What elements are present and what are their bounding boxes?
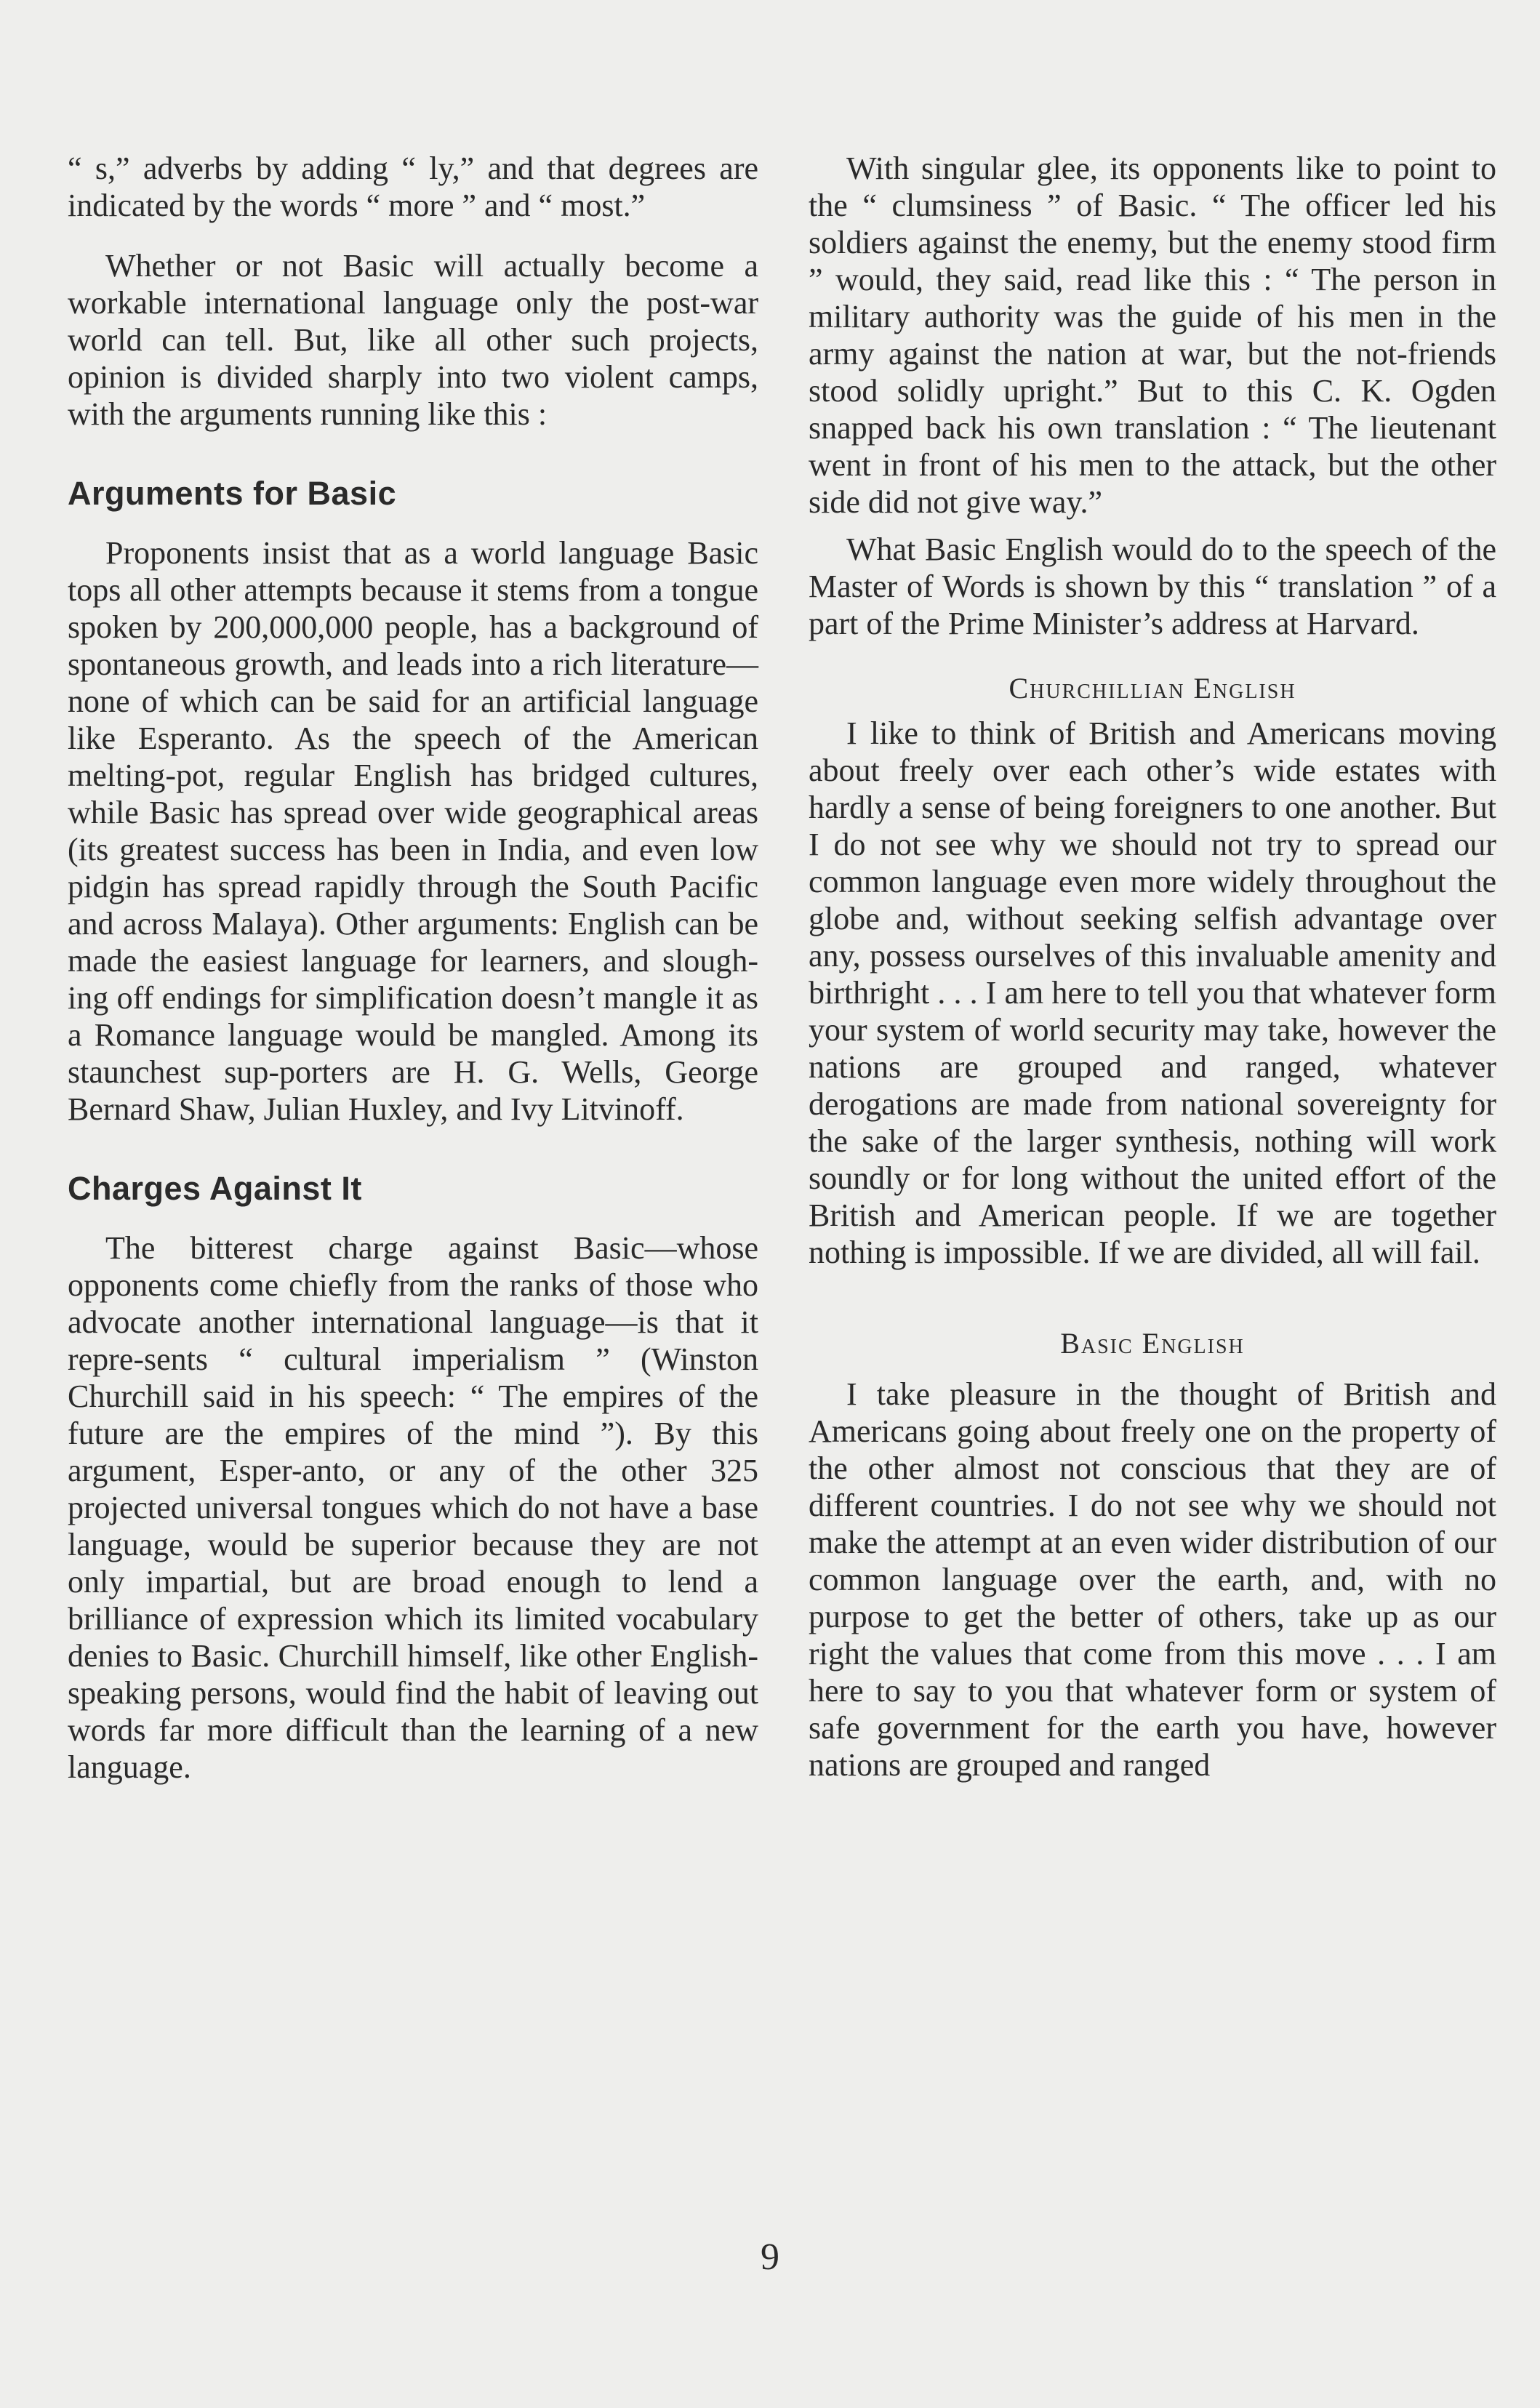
page-number: 9: [761, 2236, 779, 2278]
left-column: [68, 150, 758, 1786]
left-paragraph-4: The bitterest charge against Basic—whose opponents come chiefly from the ranks of those who advocate another international language—is that it repre-sents “ cultural imperialism ” (Winston Churchill said in his speech: “ The empires of the future are the empires of the mind ”). By this argument, Esper-anto, or any of the other 325 projected universal tongues which do not have a base language, would be superior because they are not only impartial, but are broad enough to lend a brilliance of expression which its limited vocabulary denies to Basic. Churchill himself, like other English-speaking persons, would find the habit of leaving out words far more difficult than the learning of a new language.: [68, 1230, 758, 1785]
left-paragraph-2: Whether or not Basic will actually become a workable international language only the post-war world can tell. But, like all other such projects, opinion is divided sharply into two violent camps, with the arguments running like this :: [68, 248, 758, 432]
left-paragraph-1: “ s,” adverbs by adding “ ly,” and that degrees are indicated by the words “ more ” and “ most.”: [68, 150, 758, 223]
heading-basic-english: Basic English: [1060, 1327, 1245, 1360]
heading-churchillian-english: Churchillian English: [1008, 672, 1296, 705]
heading-charges-against-it: Charges Against It: [68, 1170, 362, 1207]
right-paragraph-1: With singular glee, its opponents like to point to the “ clumsiness ” of Basic. “ The officer led his soldiers against the enemy, but the enemy stood firm ” would, they said, read like this : “ The person in military authority was the guide of his men in the army against the nation at war, but the not-friends stood solidly upright.” But to this C. K. Ogden snapped back his own translation : “ The lieutenant went in front of his men to the attack, but the other side did not give way.”: [809, 150, 1496, 520]
right-paragraph-2: What Basic English would do to the speech of the Master of Words is shown by this “ translation ” of a part of the Prime Minister’s address at Harvard.: [809, 531, 1496, 641]
left-paragraph-3: Proponents insist that as a world language Basic tops all other attempts because it stems from a tongue spoken by 200,000,000 people, has a background of spontaneous growth, and leads into a rich literature—none of which can be said for an artificial language like Esperanto. As the speech of the American melting-pot, regular English has bridged cultures, while Basic has spread over wide geographical areas (its greatest success has been in India, and even low pidgin has spread rapidly through the South Pacific and across Malaya). Other arguments: English can be made the easiest language for learners, and slough-ing off endings for simplification doesn’t mangle it as a Romance language would be mangled. Among its staunchest sup-porters are H. G. Wells, George Bernard Shaw, Julian Huxley, and Ivy Litvinoff.: [68, 535, 758, 1127]
right-paragraph-3: I like to think of British and Americans moving about freely over each other’s wide estates with hardly a sense of being foreigners to one another. But I do not see why we should not try to spread our common language even more widely throughout the globe and, without seeking selfish advantage over any, possess ourselves of this invaluable amenity and birthright . . . I am here to tell you that whatever form your system of world security may take, however the nations are grouped and ranged, whatever derogations are made from national sovereignty for the sake of the larger synthesis, nothing will work soundly or for long without the united effort of the British and American people. If we are together nothing is impossible. If we are divided, all will fail.: [809, 715, 1496, 1270]
heading-arguments-for-basic: Arguments for Basic: [68, 475, 397, 512]
right-paragraph-4: I take pleasure in the thought of British and Americans going about freely one on the property of the other almost not conscious that they are of different countries. I do not see why we should not make the attempt at an even wider distribution of our common language over the earth, and, with no purpose to get the better of others, take up as our right the values that come from this move . . . I am here to say to you that whatever form or system of safe government for the earth you have, however nations are grouped and ranged: [809, 1376, 1496, 1783]
right-column: [809, 150, 1496, 1783]
